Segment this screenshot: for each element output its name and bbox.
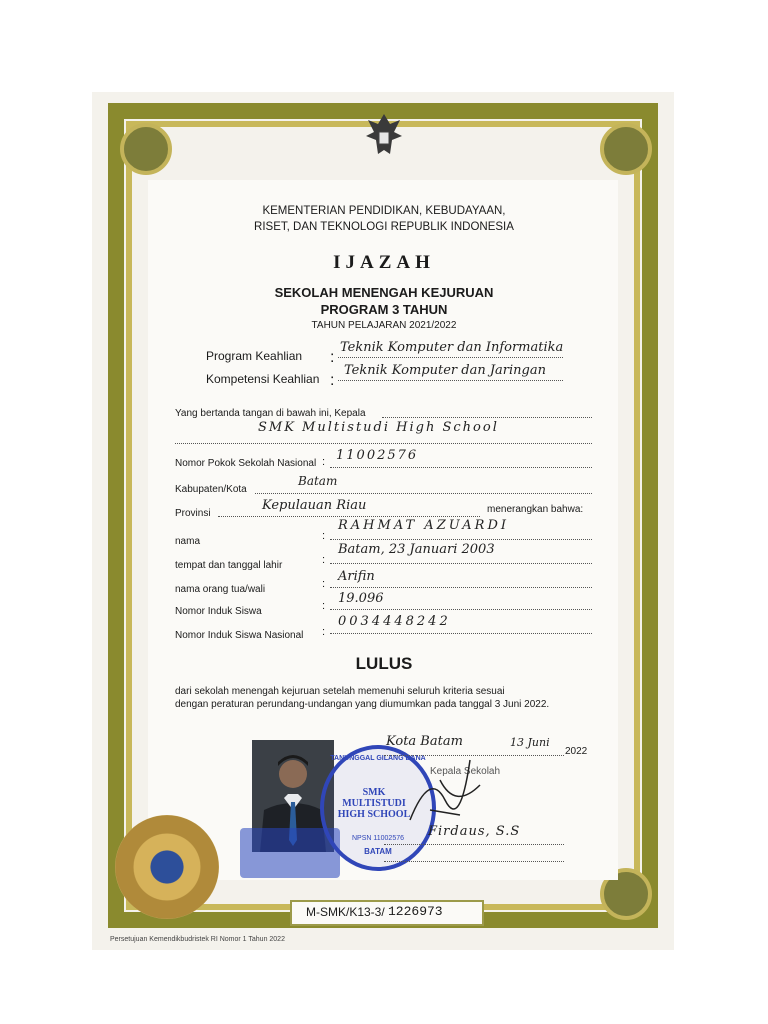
city-value: Batam <box>298 474 338 488</box>
stamp-top-text: TANUNGGAL GILANG BANA <box>330 755 426 762</box>
states-label: menerangkan bahwa: <box>487 504 584 515</box>
school-name: SMK Multistudi High School <box>258 420 499 435</box>
statement-line-2: dengan peraturan perundang-undangan yang diumumkan pada tanggal 3 Juni 2022. <box>175 699 550 710</box>
parent-value: Arifin <box>338 569 375 584</box>
graduation-status: LULUS <box>355 654 413 673</box>
nis-value: 19.096 <box>338 591 384 606</box>
corner-ornament-top-right <box>600 123 652 175</box>
nis-label: Nomor Induk Siswa <box>175 606 262 617</box>
stamp-bottom-text: BATAM <box>364 847 392 856</box>
undersigned-label: Yang bertanda tangan di bawah ini, Kepala <box>175 408 366 419</box>
birth-value: Batam, 23 Januari 2003 <box>338 542 495 557</box>
document-title: IJAZAH <box>333 252 435 273</box>
ministry-line-2: RISET, DAN TEKNOLOGI REPUBLIK INDONESIA <box>254 221 514 233</box>
garuda-emblem-icon <box>364 110 404 162</box>
signature-role: Kepala Sekolah <box>430 766 501 777</box>
program-duration: PROGRAM 3 TAHUN <box>320 302 448 317</box>
birth-label: tempat dan tanggal lahir <box>175 560 283 571</box>
signature-date: 13 Juni <box>510 736 550 749</box>
competence-label: Kompetensi Keahlian <box>206 372 320 386</box>
student-name: RAHMAT AZUARDI <box>338 518 510 533</box>
approval-note: Persetujuan Kemendikbudristek RI Nomor 1 Tahun 2022 <box>110 936 285 943</box>
city-label: Kabupaten/Kota <box>175 484 247 495</box>
stamp-mid-text: SMK MULTISTUDI HIGH SCHOOL <box>337 787 411 820</box>
program-label: Program Keahlian <box>206 349 303 363</box>
signature-scribble-icon <box>400 750 490 830</box>
npsn-value: 11002576 <box>336 448 419 463</box>
serial-ribbon <box>290 900 484 926</box>
competence-value: Teknik Komputer dan Jaringan <box>344 363 546 378</box>
signature-name: Firdaus, S.S <box>428 824 521 839</box>
npsn-label: Nomor Pokok Sekolah Nasional <box>175 458 317 469</box>
hologram-seal <box>115 815 219 919</box>
name-label: nama <box>175 536 201 547</box>
stamp-npsn-text: NPSN 11002576 <box>351 835 405 842</box>
nisn-label: Nomor Induk Siswa Nasional <box>175 630 304 641</box>
parent-label: nama orang tua/wali <box>175 584 266 595</box>
serial-prefix: M-SMK/K13-3/ <box>306 905 385 919</box>
academic-year: TAHUN PELAJARAN 2021/2022 <box>311 320 457 331</box>
province-label: Provinsi <box>175 508 211 519</box>
ministry-line-1: KEMENTERIAN PENDIDIKAN, KEBUDAYAAN, <box>262 205 506 217</box>
school-type: SEKOLAH MENENGAH KEJURUAN <box>274 285 494 300</box>
nisn-value: 0034448242 <box>338 614 451 629</box>
corner-ornament-top-left <box>120 123 172 175</box>
signature-year: 2022 <box>565 746 588 757</box>
signature-place: Kota Batam <box>386 734 463 749</box>
province-value: Kepulauan Riau <box>262 498 367 513</box>
program-value: Teknik Komputer dan Informatika <box>340 340 564 355</box>
serial-number: 1226973 <box>388 904 443 919</box>
statement-line-1: dari sekolah menengah kejuruan setelah memenuhi seluruh kriteria sesuai <box>175 686 505 697</box>
